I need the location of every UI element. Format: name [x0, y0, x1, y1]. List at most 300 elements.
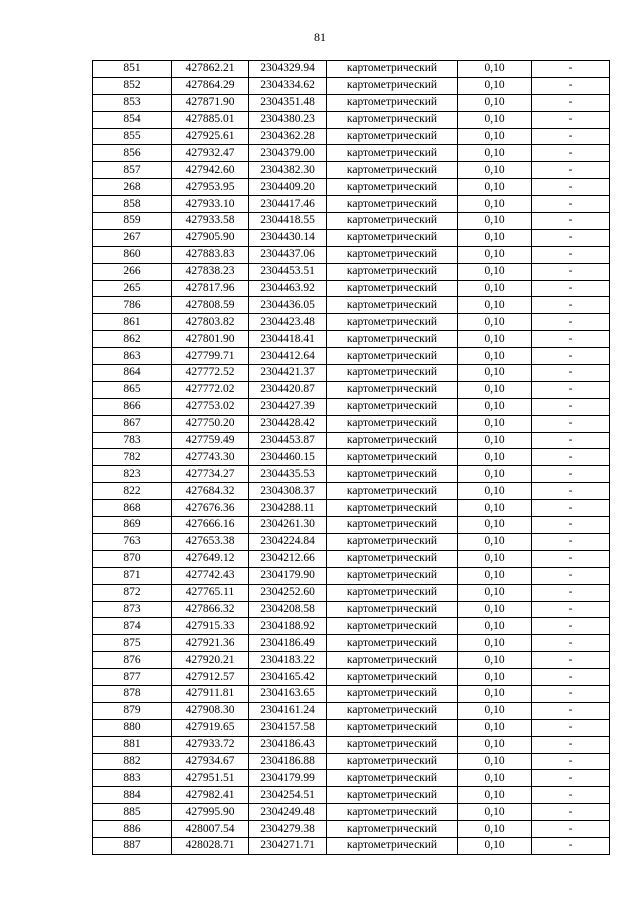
table-row [93, 702, 610, 719]
table-row [93, 297, 610, 314]
y-coordinate-cell: 2304382.30 [249, 162, 327, 179]
point-number-cell: 862 [93, 331, 172, 348]
point-number-cell: 783 [93, 432, 172, 449]
accuracy-cell: 0,10 [458, 787, 532, 804]
x-coordinate-cell: 427933.58 [172, 213, 249, 230]
point-number-cell: 823 [93, 466, 172, 483]
point-number-cell: 851 [93, 61, 172, 78]
y-coordinate-cell: 2304212.66 [249, 550, 327, 567]
y-coordinate-cell: 2304435.53 [249, 466, 327, 483]
x-coordinate-cell: 427934.67 [172, 753, 249, 770]
description-cell: - [532, 94, 610, 111]
y-coordinate-cell: 2304161.24 [249, 702, 327, 719]
accuracy-cell: 0,10 [458, 821, 532, 838]
y-coordinate-cell: 2304186.88 [249, 753, 327, 770]
x-coordinate-cell: 427653.38 [172, 533, 249, 550]
accuracy-cell: 0,10 [458, 500, 532, 517]
description-cell: - [532, 804, 610, 821]
y-coordinate-cell: 2304186.49 [249, 635, 327, 652]
description-cell: - [532, 196, 610, 213]
accuracy-cell: 0,10 [458, 550, 532, 567]
accuracy-cell: 0,10 [458, 736, 532, 753]
y-coordinate-cell: 2304179.99 [249, 770, 327, 787]
description-cell: - [532, 449, 610, 466]
method-cell: картометрический [327, 263, 458, 280]
point-number-cell: 852 [93, 77, 172, 94]
accuracy-cell: 0,10 [458, 213, 532, 230]
point-number-cell: 856 [93, 145, 172, 162]
description-cell: - [532, 111, 610, 128]
y-coordinate-cell: 2304420.87 [249, 381, 327, 398]
y-coordinate-cell: 2304165.42 [249, 669, 327, 686]
point-number-cell: 869 [93, 517, 172, 534]
description-cell: - [532, 145, 610, 162]
point-number-cell: 887 [93, 837, 172, 854]
table-row [93, 719, 610, 736]
y-coordinate-cell: 2304437.06 [249, 246, 327, 263]
description-cell: - [532, 128, 610, 145]
x-coordinate-cell: 427862.21 [172, 61, 249, 78]
table-row [93, 432, 610, 449]
table-row [93, 736, 610, 753]
accuracy-cell: 0,10 [458, 331, 532, 348]
table-row [93, 517, 610, 534]
y-coordinate-cell: 2304362.28 [249, 128, 327, 145]
description-cell: - [532, 618, 610, 635]
accuracy-cell: 0,10 [458, 348, 532, 365]
point-number-cell: 857 [93, 162, 172, 179]
accuracy-cell: 0,10 [458, 61, 532, 78]
point-number-cell: 866 [93, 398, 172, 415]
method-cell: картометрический [327, 804, 458, 821]
method-cell: картометрический [327, 348, 458, 365]
method-cell: картометрический [327, 601, 458, 618]
x-coordinate-cell: 427953.95 [172, 179, 249, 196]
method-cell: картометрический [327, 567, 458, 584]
point-number-cell: 881 [93, 736, 172, 753]
y-coordinate-cell: 2304157.58 [249, 719, 327, 736]
x-coordinate-cell: 427951.51 [172, 770, 249, 787]
method-cell: картометрический [327, 685, 458, 702]
point-number-cell: 872 [93, 584, 172, 601]
table-row [93, 263, 610, 280]
y-coordinate-cell: 2304249.48 [249, 804, 327, 821]
point-number-cell: 877 [93, 669, 172, 686]
table-row [93, 804, 610, 821]
x-coordinate-cell: 427772.02 [172, 381, 249, 398]
x-coordinate-cell: 427772.52 [172, 365, 249, 382]
table-row [93, 179, 610, 196]
method-cell: картометрический [327, 94, 458, 111]
x-coordinate-cell: 427866.32 [172, 601, 249, 618]
description-cell: - [532, 77, 610, 94]
point-number-cell: 863 [93, 348, 172, 365]
x-coordinate-cell: 427649.12 [172, 550, 249, 567]
method-cell: картометрический [327, 331, 458, 348]
accuracy-cell: 0,10 [458, 483, 532, 500]
x-coordinate-cell: 427908.30 [172, 702, 249, 719]
method-cell: картометрический [327, 280, 458, 297]
point-number-cell: 880 [93, 719, 172, 736]
table-row [93, 381, 610, 398]
table-row [93, 500, 610, 517]
table-row [93, 246, 610, 263]
table-row [93, 821, 610, 838]
description-cell: - [532, 753, 610, 770]
point-number-cell: 822 [93, 483, 172, 500]
description-cell: - [532, 517, 610, 534]
description-cell: - [532, 584, 610, 601]
method-cell: картометрический [327, 533, 458, 550]
description-cell: - [532, 837, 610, 854]
x-coordinate-cell: 427684.32 [172, 483, 249, 500]
accuracy-cell: 0,10 [458, 753, 532, 770]
x-coordinate-cell: 427743.30 [172, 449, 249, 466]
table-row [93, 466, 610, 483]
accuracy-cell: 0,10 [458, 94, 532, 111]
x-coordinate-cell: 427911.81 [172, 685, 249, 702]
y-coordinate-cell: 2304427.39 [249, 398, 327, 415]
table-row [93, 837, 610, 854]
table-row [93, 449, 610, 466]
description-cell: - [532, 821, 610, 838]
y-coordinate-cell: 2304436.05 [249, 297, 327, 314]
table-row [93, 415, 610, 432]
method-cell: картометрический [327, 466, 458, 483]
method-cell: картометрический [327, 297, 458, 314]
accuracy-cell: 0,10 [458, 669, 532, 686]
y-coordinate-cell: 2304271.71 [249, 837, 327, 854]
accuracy-cell: 0,10 [458, 246, 532, 263]
x-coordinate-cell: 427982.41 [172, 787, 249, 804]
description-cell: - [532, 331, 610, 348]
y-coordinate-cell: 2304179.90 [249, 567, 327, 584]
table-row [93, 652, 610, 669]
method-cell: картометрический [327, 246, 458, 263]
description-cell: - [532, 381, 610, 398]
description-cell: - [532, 162, 610, 179]
table-row [93, 787, 610, 804]
method-cell: картометрический [327, 432, 458, 449]
table-row [93, 753, 610, 770]
point-number-cell: 870 [93, 550, 172, 567]
point-number-cell: 873 [93, 601, 172, 618]
point-number-cell: 268 [93, 179, 172, 196]
table-row [93, 635, 610, 652]
y-coordinate-cell: 2304421.37 [249, 365, 327, 382]
accuracy-cell: 0,10 [458, 449, 532, 466]
y-coordinate-cell: 2304334.62 [249, 77, 327, 94]
x-coordinate-cell: 427995.90 [172, 804, 249, 821]
x-coordinate-cell: 427838.23 [172, 263, 249, 280]
point-number-cell: 885 [93, 804, 172, 821]
table-row [93, 669, 610, 686]
y-coordinate-cell: 2304279.38 [249, 821, 327, 838]
x-coordinate-cell: 427753.02 [172, 398, 249, 415]
point-number-cell: 886 [93, 821, 172, 838]
description-cell: - [532, 483, 610, 500]
x-coordinate-cell: 427912.57 [172, 669, 249, 686]
x-coordinate-cell: 427808.59 [172, 297, 249, 314]
point-number-cell: 265 [93, 280, 172, 297]
method-cell: картометрический [327, 128, 458, 145]
method-cell: картометрический [327, 415, 458, 432]
accuracy-cell: 0,10 [458, 652, 532, 669]
point-number-cell: 786 [93, 297, 172, 314]
method-cell: картометрический [327, 111, 458, 128]
table-row [93, 584, 610, 601]
y-coordinate-cell: 2304261.30 [249, 517, 327, 534]
y-coordinate-cell: 2304288.11 [249, 500, 327, 517]
description-cell: - [532, 297, 610, 314]
method-cell: картометрический [327, 449, 458, 466]
accuracy-cell: 0,10 [458, 280, 532, 297]
method-cell: картометрический [327, 770, 458, 787]
accuracy-cell: 0,10 [458, 297, 532, 314]
table-row [93, 77, 610, 94]
x-coordinate-cell: 427765.11 [172, 584, 249, 601]
method-cell: картометрический [327, 618, 458, 635]
description-cell: - [532, 533, 610, 550]
description-cell: - [532, 179, 610, 196]
x-coordinate-cell: 427942.60 [172, 162, 249, 179]
x-coordinate-cell: 427920.21 [172, 652, 249, 669]
description-cell: - [532, 229, 610, 246]
y-coordinate-cell: 2304380.23 [249, 111, 327, 128]
y-coordinate-cell: 2304463.92 [249, 280, 327, 297]
x-coordinate-cell: 427864.29 [172, 77, 249, 94]
table-row [93, 196, 610, 213]
point-number-cell: 882 [93, 753, 172, 770]
description-cell: - [532, 787, 610, 804]
y-coordinate-cell: 2304453.51 [249, 263, 327, 280]
accuracy-cell: 0,10 [458, 770, 532, 787]
y-coordinate-cell: 2304208.58 [249, 601, 327, 618]
page-number: 81 [314, 30, 326, 44]
method-cell: картометрический [327, 77, 458, 94]
accuracy-cell: 0,10 [458, 128, 532, 145]
accuracy-cell: 0,10 [458, 584, 532, 601]
point-number-cell: 854 [93, 111, 172, 128]
y-coordinate-cell: 2304412.64 [249, 348, 327, 365]
x-coordinate-cell: 427817.96 [172, 280, 249, 297]
x-coordinate-cell: 427871.90 [172, 94, 249, 111]
point-number-cell: 853 [93, 94, 172, 111]
accuracy-cell: 0,10 [458, 162, 532, 179]
point-number-cell: 763 [93, 533, 172, 550]
method-cell: картометрический [327, 837, 458, 854]
point-number-cell: 875 [93, 635, 172, 652]
accuracy-cell: 0,10 [458, 837, 532, 854]
y-coordinate-cell: 2304453.87 [249, 432, 327, 449]
method-cell: картометрический [327, 500, 458, 517]
accuracy-cell: 0,10 [458, 466, 532, 483]
x-coordinate-cell: 427885.01 [172, 111, 249, 128]
y-coordinate-cell: 2304186.43 [249, 736, 327, 753]
point-number-cell: 782 [93, 449, 172, 466]
method-cell: картометрический [327, 398, 458, 415]
table-row [93, 229, 610, 246]
table-row [93, 550, 610, 567]
y-coordinate-cell: 2304308.37 [249, 483, 327, 500]
accuracy-cell: 0,10 [458, 567, 532, 584]
description-cell: - [532, 770, 610, 787]
table-row [93, 94, 610, 111]
description-cell: - [532, 348, 610, 365]
x-coordinate-cell: 427676.36 [172, 500, 249, 517]
accuracy-cell: 0,10 [458, 314, 532, 331]
point-number-cell: 267 [93, 229, 172, 246]
table-row [93, 145, 610, 162]
description-cell: - [532, 365, 610, 382]
point-number-cell: 858 [93, 196, 172, 213]
accuracy-cell: 0,10 [458, 145, 532, 162]
method-cell: картометрический [327, 229, 458, 246]
accuracy-cell: 0,10 [458, 517, 532, 534]
y-coordinate-cell: 2304428.42 [249, 415, 327, 432]
x-coordinate-cell: 428028.71 [172, 837, 249, 854]
method-cell: картометрический [327, 635, 458, 652]
accuracy-cell: 0,10 [458, 229, 532, 246]
point-number-cell: 266 [93, 263, 172, 280]
method-cell: картометрический [327, 821, 458, 838]
y-coordinate-cell: 2304460.15 [249, 449, 327, 466]
method-cell: картометрический [327, 381, 458, 398]
description-cell: - [532, 719, 610, 736]
point-number-cell: 855 [93, 128, 172, 145]
table-row [93, 280, 610, 297]
table-row [93, 365, 610, 382]
method-cell: картометрический [327, 61, 458, 78]
accuracy-cell: 0,10 [458, 635, 532, 652]
point-number-cell: 874 [93, 618, 172, 635]
method-cell: картометрический [327, 314, 458, 331]
accuracy-cell: 0,10 [458, 365, 532, 382]
y-coordinate-cell: 2304163.65 [249, 685, 327, 702]
y-coordinate-cell: 2304430.14 [249, 229, 327, 246]
table-row [93, 348, 610, 365]
x-coordinate-cell: 427932.47 [172, 145, 249, 162]
table-row [93, 618, 610, 635]
accuracy-cell: 0,10 [458, 719, 532, 736]
y-coordinate-cell: 2304418.55 [249, 213, 327, 230]
point-number-cell: 884 [93, 787, 172, 804]
point-number-cell: 867 [93, 415, 172, 432]
x-coordinate-cell: 427799.71 [172, 348, 249, 365]
point-number-cell: 883 [93, 770, 172, 787]
table-row [93, 567, 610, 584]
x-coordinate-cell: 427905.90 [172, 229, 249, 246]
description-cell: - [532, 314, 610, 331]
accuracy-cell: 0,10 [458, 618, 532, 635]
method-cell: картометрический [327, 652, 458, 669]
description-cell: - [532, 635, 610, 652]
y-coordinate-cell: 2304409.20 [249, 179, 327, 196]
description-cell: - [532, 415, 610, 432]
point-number-cell: 864 [93, 365, 172, 382]
accuracy-cell: 0,10 [458, 398, 532, 415]
y-coordinate-cell: 2304183.22 [249, 652, 327, 669]
method-cell: картометрический [327, 196, 458, 213]
x-coordinate-cell: 428007.54 [172, 821, 249, 838]
x-coordinate-cell: 427933.72 [172, 736, 249, 753]
point-number-cell: 871 [93, 567, 172, 584]
y-coordinate-cell: 2304379.00 [249, 145, 327, 162]
accuracy-cell: 0,10 [458, 263, 532, 280]
y-coordinate-cell: 2304254.51 [249, 787, 327, 804]
description-cell: - [532, 550, 610, 567]
point-number-cell: 860 [93, 246, 172, 263]
x-coordinate-cell: 427925.61 [172, 128, 249, 145]
table-row [93, 770, 610, 787]
accuracy-cell: 0,10 [458, 381, 532, 398]
method-cell: картометрический [327, 550, 458, 567]
x-coordinate-cell: 427742.43 [172, 567, 249, 584]
y-coordinate-cell: 2304252.60 [249, 584, 327, 601]
x-coordinate-cell: 427919.65 [172, 719, 249, 736]
description-cell: - [532, 567, 610, 584]
x-coordinate-cell: 427803.82 [172, 314, 249, 331]
accuracy-cell: 0,10 [458, 601, 532, 618]
method-cell: картометрический [327, 213, 458, 230]
description-cell: - [532, 669, 610, 686]
x-coordinate-cell: 427734.27 [172, 466, 249, 483]
description-cell: - [532, 246, 610, 263]
method-cell: картометрический [327, 669, 458, 686]
x-coordinate-cell: 427915.33 [172, 618, 249, 635]
accuracy-cell: 0,10 [458, 196, 532, 213]
x-coordinate-cell: 427921.36 [172, 635, 249, 652]
point-number-cell: 879 [93, 702, 172, 719]
description-cell: - [532, 398, 610, 415]
x-coordinate-cell: 427666.16 [172, 517, 249, 534]
y-coordinate-cell: 2304329.94 [249, 61, 327, 78]
table-row [93, 601, 610, 618]
method-cell: картометрический [327, 179, 458, 196]
table-row [93, 61, 610, 78]
table-row [93, 398, 610, 415]
description-cell: - [532, 702, 610, 719]
description-cell: - [532, 736, 610, 753]
table-row [93, 111, 610, 128]
x-coordinate-cell: 427933.10 [172, 196, 249, 213]
coordinates-table [92, 60, 610, 855]
x-coordinate-cell: 427883.83 [172, 246, 249, 263]
point-number-cell: 865 [93, 381, 172, 398]
accuracy-cell: 0,10 [458, 77, 532, 94]
x-coordinate-cell: 427801.90 [172, 331, 249, 348]
description-cell: - [532, 263, 610, 280]
method-cell: картометрический [327, 162, 458, 179]
description-cell: - [532, 213, 610, 230]
point-number-cell: 876 [93, 652, 172, 669]
method-cell: картометрический [327, 702, 458, 719]
table-row [93, 162, 610, 179]
method-cell: картометрический [327, 145, 458, 162]
description-cell: - [532, 466, 610, 483]
method-cell: картометрический [327, 736, 458, 753]
point-number-cell: 868 [93, 500, 172, 517]
accuracy-cell: 0,10 [458, 179, 532, 196]
y-coordinate-cell: 2304224.84 [249, 533, 327, 550]
description-cell: - [532, 601, 610, 618]
method-cell: картометрический [327, 787, 458, 804]
point-number-cell: 859 [93, 213, 172, 230]
accuracy-cell: 0,10 [458, 702, 532, 719]
table-row [93, 685, 610, 702]
description-cell: - [532, 652, 610, 669]
accuracy-cell: 0,10 [458, 685, 532, 702]
